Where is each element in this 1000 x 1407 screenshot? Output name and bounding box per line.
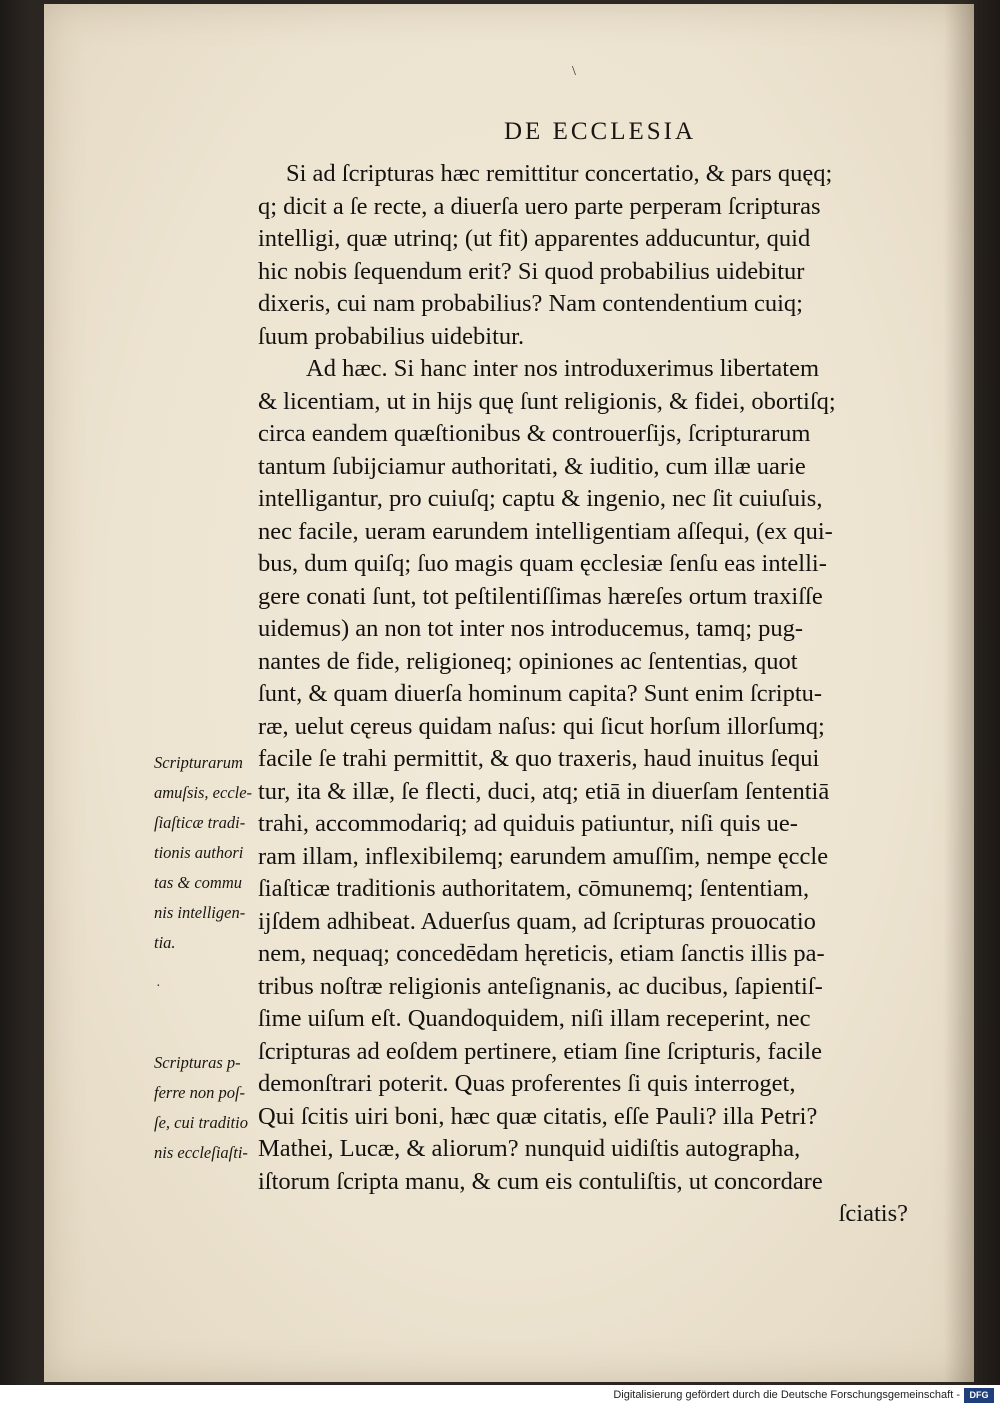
marginal-line: tia. <box>154 933 176 952</box>
text-line: tribus noſtræ religionis anteſignanis, ac ducibus, ſapientiſ- <box>258 972 823 1000</box>
text-line: bus, dum quiſq; ſuo magis quam ęcclesiæ ſenſu eas intelli- <box>258 550 827 577</box>
marginal-line: tionis authori <box>154 843 244 862</box>
text-line: & licentiam, ut in hijs quę ſunt religionis, & fidei, obortiſq; <box>258 387 836 415</box>
text-line: facile ſe trahi permittit, & quo traxeris, haud inuitus ſequi <box>258 745 820 772</box>
text-line: dixeris, cui nam probabilius? Nam contendentium cuiq; <box>258 290 803 317</box>
text-line: uidemus) an non tot inter nos introducemus, tamq; pug- <box>258 615 804 642</box>
marginal-line: Scripturas p- <box>154 1053 241 1072</box>
text-line: tur, ita & illæ, ſe flecti, duci, atq; etiā in diuerſam ſententiā <box>258 777 830 805</box>
ink-mark: · <box>156 979 161 994</box>
text-line: intelligi, quæ utrinq; (ut fit) apparentes adducuntur, quid <box>258 225 811 252</box>
text-line: gere conati ſunt, tot peſtilentiſſimas hæreſes ortum traxiſſe <box>258 582 823 610</box>
text-line: circa eandem quæſtionibus & controuerſijs, ſcripturarum <box>258 420 811 447</box>
text-line: ram illam, inflexibilemq; earundem amuſſim, nempe ęccle <box>258 842 829 870</box>
text-line: Mathei, Lucæ, & aliorum? nunquid uidiſtis autographa, <box>258 1135 801 1162</box>
text-line: ſciatis? <box>838 1200 908 1227</box>
marginal-line: nis eccleſiaſti- <box>154 1143 248 1162</box>
text-line: ijſdem adhibeat. Aduerſus quam, ad ſcripturas prouocatio <box>258 907 816 935</box>
dfg-logo: DFG <box>964 1388 994 1403</box>
running-head: DE ECCLESIA <box>504 118 697 145</box>
marginal-line: ferre non poſ- <box>154 1083 246 1102</box>
marginal-line: amuſsis, eccle- <box>154 783 253 802</box>
ink-mark: \ <box>572 64 576 79</box>
text-line: intelligantur, pro cuiuſq; captu & ingenio, nec ſit cuiuſuis, <box>258 485 823 512</box>
body-text <box>258 158 948 1231</box>
text-line: hic nobis ſequendum erit? Si quod probabilius uidebitur <box>258 257 805 285</box>
marginal-line: tas & commu <box>154 873 242 892</box>
text-line: Ad hæc. Si hanc inter nos introduxerimus libertatem <box>306 355 820 382</box>
marginal-line: nis intelligen- <box>154 903 246 922</box>
marginal-note-2 <box>154 1048 284 1168</box>
footer-bar <box>0 1385 1000 1407</box>
text-line: trahi, accommodariq; ad quiduis patiuntur, niſi quis ue- <box>258 810 798 837</box>
text-line: ſiaſticæ traditionis authoritatem, cōmunemq; ſententiam, <box>258 875 810 902</box>
text-line: ſime uiſum eſt. Quandoquidem, niſi illam receperint, nec <box>258 1005 811 1032</box>
text-line: demonſtrari poterit. Quas proferentes ſi quis interroget, <box>258 1070 796 1097</box>
marginal-note-1 <box>154 748 284 958</box>
text-line: ſuum probabilius uidebitur. <box>258 322 525 350</box>
text-line: iſtorum ſcripta manu, & cum eis contuliſtis, ut concordare <box>258 1167 823 1195</box>
text-line: nantes de fide, religioneq; opiniones ac ſententias, quot <box>258 647 798 675</box>
text-line: ſunt, & quam diuerſa hominum capita? Sunt enim ſcriptu- <box>258 680 823 707</box>
marginal-line: ſiaſticæ tradi- <box>154 813 246 832</box>
text-line: q; dicit a ſe recte, a diuerſa uero parte perperam ſcripturas <box>258 192 821 220</box>
text-line: Qui ſcitis uiri boni, hæc quæ citatis, eſſe Pauli? illa Petri? <box>258 1102 818 1130</box>
text-line: nem, nequaq; concedēdam hęreticis, etiam ſanctis illis pa- <box>258 940 825 967</box>
text-line: tantum ſubijciamur authoritati, & iuditio, cum illæ uarie <box>258 452 806 480</box>
marginal-line: ſe, cui traditio <box>154 1113 248 1132</box>
footer-credit: Digitalisierung gefördert durch die Deutsche Forschungsgemeinschaft - <box>613 1389 960 1401</box>
marginal-line: Scripturarum <box>154 753 243 772</box>
text-line: ræ, uelut cęreus quidam naſus: qui ſicut horſum illorſumq; <box>258 712 825 740</box>
text-line: ſcripturas ad eoſdem pertinere, etiam ſine ſcripturis, facile <box>258 1037 822 1065</box>
text-line: nec facile, ueram earundem intelligentiam aſſequi, (ex qui- <box>258 517 833 545</box>
text-line: Si ad ſcripturas hæc remittitur concertatio, & pars quęq; <box>286 160 833 187</box>
